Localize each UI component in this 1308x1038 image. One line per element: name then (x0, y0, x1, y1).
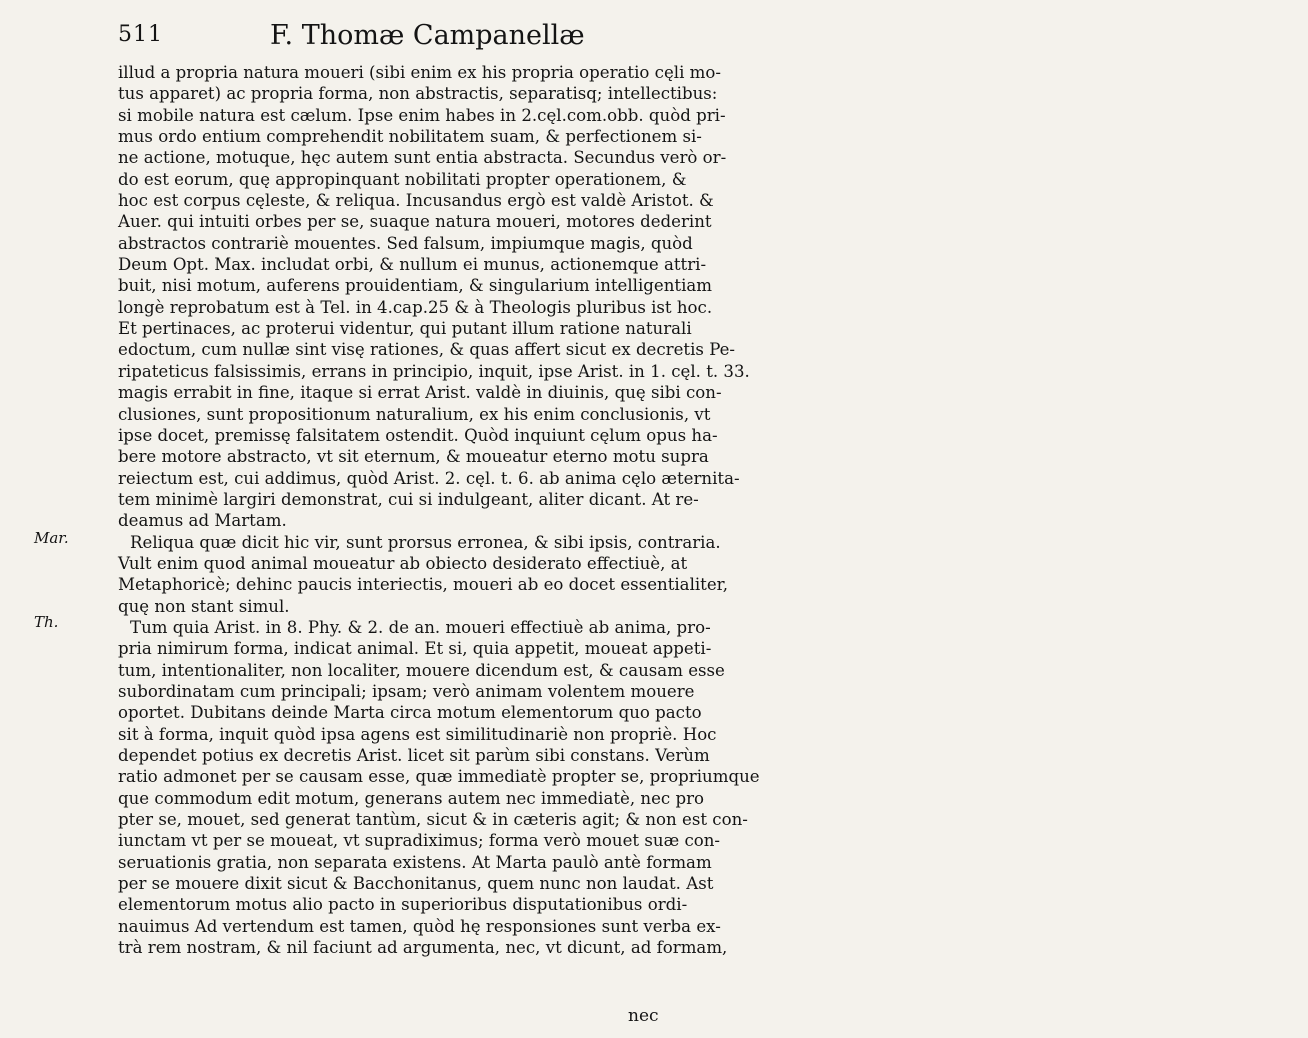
text-line: trà rem nostram, & nil faciunt ad argumenta, nec, vt dicunt, ad formam, (118, 938, 728, 958)
text-line: sit à forma, inquit quòd ipsa agens est similitudinariè non propriè. Hoc (118, 724, 717, 744)
text-line: reiectum est, cui addimus, quòd Arist. 2. cęl. t. 6. ab anima cęlo æternita- (118, 468, 740, 488)
text-line: nauimus Ad vertendum est tamen, quòd hę responsiones sunt verba ex- (118, 916, 721, 936)
text-line: elementorum motus alio pacto in superioribus disputationibus ordi- (118, 895, 688, 915)
text-line: illud a propria natura moueri (sibi enim ex his propria operatio cęli mo- (118, 63, 721, 82)
text-line: Et pertinaces, ac proterui videntur, qui putant illum ratione naturali (118, 319, 692, 339)
text-line: ratio admonet per se causam esse, quæ immediatè propter se, propriumque (118, 767, 760, 787)
text-line: Reliqua quæ dicit hic vir, sunt prorsus erronea, & sibi ipsis, contraria. (130, 532, 721, 552)
text-line: Tum quia Arist. in 8. Phy. & 2. de an. moueri effectiuè ab anima, pro- (130, 617, 711, 637)
text-line: ipse docet, premissę falsitatem ostendit. Quòd inquiunt cęlum opus ha- (118, 425, 718, 445)
text-line: per se mouere dixit sicut & Bacchonitanus, quem nunc non laudat. Ast (118, 874, 714, 894)
text-line: dependet potius ex decretis Arist. licet sit parùm sibi constans. Verùm (118, 746, 710, 765)
text-line: seruationis gratia, non separata existens. At Marta paulò antè formam (118, 852, 712, 872)
text-line: tum, intentionaliter, non localiter, mouere dicendum est, & causam esse (118, 660, 725, 680)
text-line: clusiones, sunt propositionum naturalium, ex his enim conclusionis, vt (118, 404, 711, 424)
text-line: buit, nisi motum, auferens prouidentiam, & singularium intelligentiam (118, 276, 713, 296)
text-line: quę non stant simul. (118, 596, 290, 616)
body-text (118, 62, 760, 958)
text-line: que commodum edit motum, generans autem nec immediatè, nec pro (118, 788, 705, 808)
text-line: abstractos contrariè mouentes. Sed falsum, impiumque magis, quòd (118, 233, 693, 253)
text-line: pria nimirum forma, indicat animal. Et si, quia appetit, moueat appeti- (118, 639, 712, 659)
text-line: do est eorum, quę appropinquant nobilitati propter operationem, & (118, 169, 687, 189)
text-line: hoc est corpus cęleste, & reliqua. Incusandus ergò est valdè Aristot. & (118, 191, 714, 211)
text-line: edoctum, cum nullæ sint visę rationes, & quas affert sicut ex decretis Pe- (118, 340, 736, 360)
text-line: bere motore abstracto, vt sit eternum, & moueatur eterno motu supra (118, 447, 709, 467)
text-line: ripateticus falsissimis, errans in principio, inquit, ipse Arist. in 1. cęl. t. 33. (118, 361, 750, 381)
speaker-label-mar: Mar. (34, 529, 69, 547)
text-line: deamus ad Martam. (118, 511, 287, 531)
text-line: iunctam vt per se moueat, vt supradiximus; forma verò mouet suæ con- (118, 831, 721, 851)
speaker-label-th: Th. (34, 613, 59, 631)
text-line: oportet. Dubitans deinde Marta circa motum elementorum quo pacto (118, 703, 702, 723)
text-line: ne actione, motuque, hęc autem sunt entia abstracta. Secundus verò or- (118, 148, 727, 168)
text-line: tem minimè largiri demonstrat, cui si indulgeant, aliter dicant. At re- (118, 489, 699, 509)
text-line: Metaphoricè; dehinc paucis interiectis, moueri ab eo docet essentialiter, (118, 575, 729, 595)
text-line: Auer. qui intuiti orbes per se, suaque natura moueri, motores dederint (118, 212, 712, 232)
text-line: Deum Opt. Max. includat orbi, & nullum ei munus, actionemque attri- (118, 255, 707, 275)
text-line: tus apparet) ac propria forma, non abstractis, separatisq; intellectibus: (118, 84, 718, 104)
text-line: si mobile natura est cælum. Ipse enim habes in 2.cęl.com.obb. quòd pri- (118, 105, 726, 125)
text-line: magis errabit in fine, itaque si errat Arist. valdè in diuinis, quę sibi con- (118, 383, 722, 403)
running-title: F. Thomæ Campanellæ (270, 20, 585, 51)
text-line: longè reprobatum est à Tel. in 4.cap.25 & à Theologis pluribus ist hoc. (118, 297, 713, 317)
text-line: subordinatam cum principali; ipsam; verò animam volentem mouere (118, 681, 695, 701)
text-line: pter se, mouet, sed generat tantùm, sicut & in cæteris agit; & non est con- (118, 810, 748, 830)
catchword: nec (628, 1006, 659, 1026)
page-number: 511 (118, 22, 163, 47)
text-line: Vult enim quod animal moueatur ab obiecto desiderato effectiuè, at (118, 553, 688, 573)
page-header (118, 22, 658, 54)
text-line: mus ordo entium comprehendit nobilitatem suam, & perfectionem si- (118, 127, 702, 147)
